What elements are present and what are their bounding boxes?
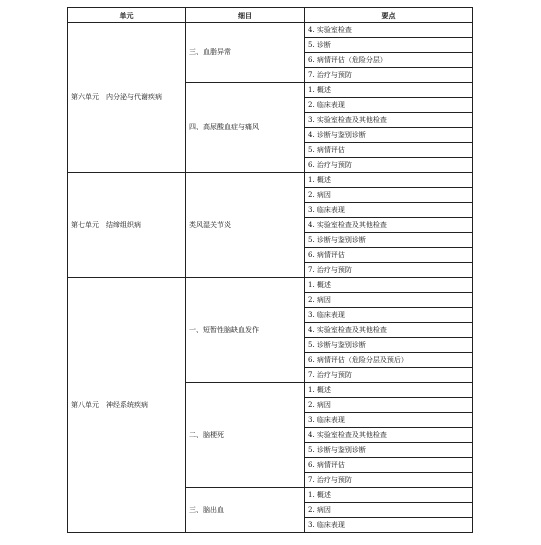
point-cell: 3. 临床表现	[305, 518, 473, 533]
point-cell: 2. 病因	[305, 398, 473, 413]
point-cell: 1. 概述	[305, 488, 473, 503]
table-row	[68, 278, 473, 293]
point-cell: 3. 临床表现	[305, 413, 473, 428]
subitem-cell: 四、高尿酸血症与痛风	[186, 83, 305, 173]
point-cell: 6. 病情评估	[305, 458, 473, 473]
point-cell: 1. 概述	[305, 278, 473, 293]
point-cell: 7. 治疗与预防	[305, 263, 473, 278]
point-cell: 2. 病因	[305, 188, 473, 203]
point-cell: 2. 病因	[305, 293, 473, 308]
header-subitem: 细目	[186, 8, 305, 23]
point-cell: 1. 概述	[305, 383, 473, 398]
point-cell: 5. 诊断与鉴别诊断	[305, 443, 473, 458]
point-cell: 3. 实验室检查及其他检查	[305, 113, 473, 128]
point-cell: 6. 病情评估（危险分层及预后）	[305, 353, 473, 368]
table-row	[68, 173, 473, 188]
point-cell: 4. 实验室检查	[305, 23, 473, 38]
subitem-cell: 一、短暂性脑缺血发作	[186, 278, 305, 383]
point-cell: 6. 病情评估	[305, 248, 473, 263]
header-unit: 单元	[68, 8, 186, 23]
point-cell: 6. 治疗与预防	[305, 158, 473, 173]
point-cell: 5. 病情评估	[305, 143, 473, 158]
subitem-cell: 二、脑梗死	[186, 383, 305, 488]
point-cell: 5. 诊断	[305, 38, 473, 53]
table-body	[68, 23, 473, 533]
point-cell: 4. 实验室检查及其他检查	[305, 323, 473, 338]
point-cell: 5. 诊断与鉴别诊断	[305, 338, 473, 353]
syllabus-table	[67, 7, 473, 533]
point-cell: 2. 病因	[305, 503, 473, 518]
table-row	[68, 23, 473, 38]
point-cell: 2. 临床表现	[305, 98, 473, 113]
subitem-cell: 类风湿关节炎	[186, 173, 305, 278]
point-cell: 3. 临床表现	[305, 203, 473, 218]
point-cell: 7. 治疗与预防	[305, 368, 473, 383]
point-cell: 4. 实验室检查及其他检查	[305, 218, 473, 233]
point-cell: 3. 临床表现	[305, 308, 473, 323]
unit-cell: 第八单元 神经系统疾病	[68, 278, 186, 533]
unit-cell: 第六单元 内分泌与代谢疾病	[68, 23, 186, 173]
point-cell: 7. 治疗与预防	[305, 473, 473, 488]
point-cell: 6. 病情评估（危险分层）	[305, 53, 473, 68]
point-cell: 4. 实验室检查及其他检查	[305, 428, 473, 443]
point-cell: 5. 诊断与鉴别诊断	[305, 233, 473, 248]
header-point: 要点	[305, 8, 473, 23]
header-row	[68, 8, 473, 23]
point-cell: 4. 诊断与鉴别诊断	[305, 128, 473, 143]
point-cell: 7. 治疗与预防	[305, 68, 473, 83]
point-cell: 1. 概述	[305, 83, 473, 98]
subitem-cell: 三、血脂异常	[186, 23, 305, 83]
unit-cell: 第七单元 结缔组织病	[68, 173, 186, 278]
point-cell: 1. 概述	[305, 173, 473, 188]
subitem-cell: 三、脑出血	[186, 488, 305, 533]
